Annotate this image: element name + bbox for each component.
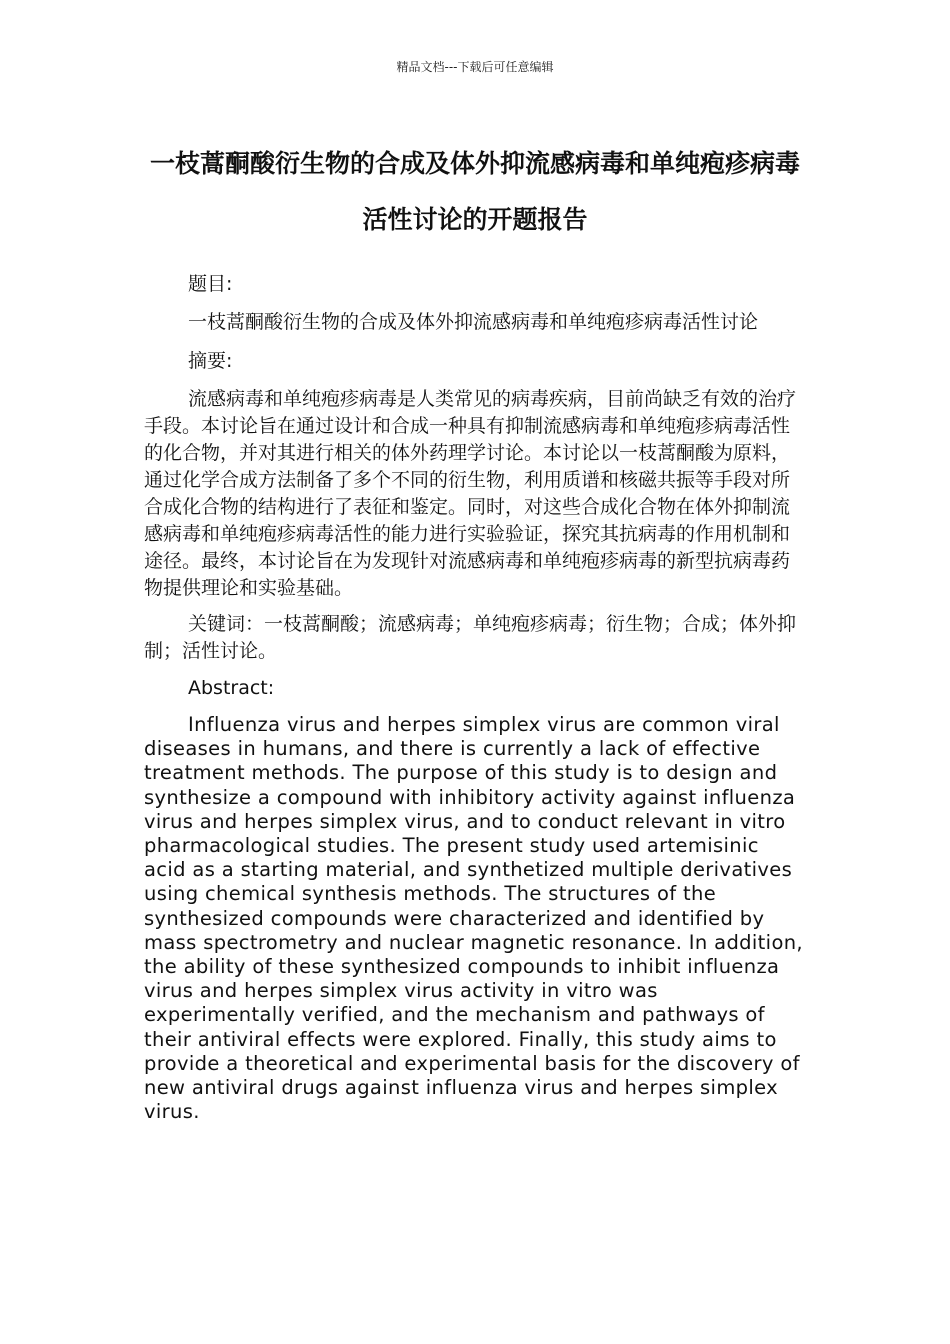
header-note: 精品文档---下载后可任意编辑 [396, 60, 554, 74]
abstract-en-paragraph: Influenza virus and herpes simplex virus are common viral diseases in humans, and there is currently a lack of effective treatment methods. The purpose of this study is to design and synthesize a compound with inhibitory activity against influenza virus and herpes simplex virus, and to conduct relevant in vitro pharmacological studies. The present study used artemisinic acid as a starting material, and synthetized multiple derivatives using chemical synthesis methods. The structures of the synthesized compounds were characterized and identified by mass spectrometry and nuclear magnetic resonance. In addition, the ability of these synthesized compounds to inhibit influenza virus and herpes simplex virus activity in vitro was experimentally verified, and the mechanism and pathways of their antiviral effects were explored. Finally, this study aims to provide a theoretical and experimental basis for the discovery of new antiviral drugs against influenza virus and herpes simplex virus. [144, 713, 803, 1124]
topic-label: 题目: [188, 273, 233, 295]
keywords-paragraph: 关键词：一枝蒿酮酸；流感病毒；单纯疱疹病毒；衍生物；合成；体外抑制；活性讨论。 [144, 613, 797, 662]
topic-text: 一枝蒿酮酸衍生物的合成及体外抑流感病毒和单纯疱疹病毒活性讨论 [188, 311, 759, 333]
document-title: 一枝蒿酮酸衍生物的合成及体外抑流感病毒和单纯疱疹病毒活性讨论的开题报告 [149, 149, 800, 234]
abstract-label: 摘要: [188, 350, 233, 372]
abstract-paragraph: 流感病毒和单纯疱疹病毒是人类常见的病毒疾病，目前尚缺乏有效的治疗手段。本讨论旨在通过设计和合成一种具有抑制流感病毒和单纯疱疹病毒活性的化合物，并对其进行相关的体外药理学讨论。本讨论以一枝蒿酮酸为原料，通过化学合成方法制备了多个不同的衍生物，利用质谱和核磁共振等手段对所合成化合物的结构进行了表征和鉴定。同时，对这些合成化合物在体外抑制流感病毒和单纯疱疹病毒活性的能力进行实验验证，探究其抗病毒的作用机制和途径。最终，本讨论旨在为发现针对流感病毒和单纯疱疹病毒的新型抗病毒药物提供理论和实验基础。 [144, 388, 797, 599]
document-body [144, 270, 804, 1124]
abstract-en-label: Abstract: [188, 677, 275, 699]
